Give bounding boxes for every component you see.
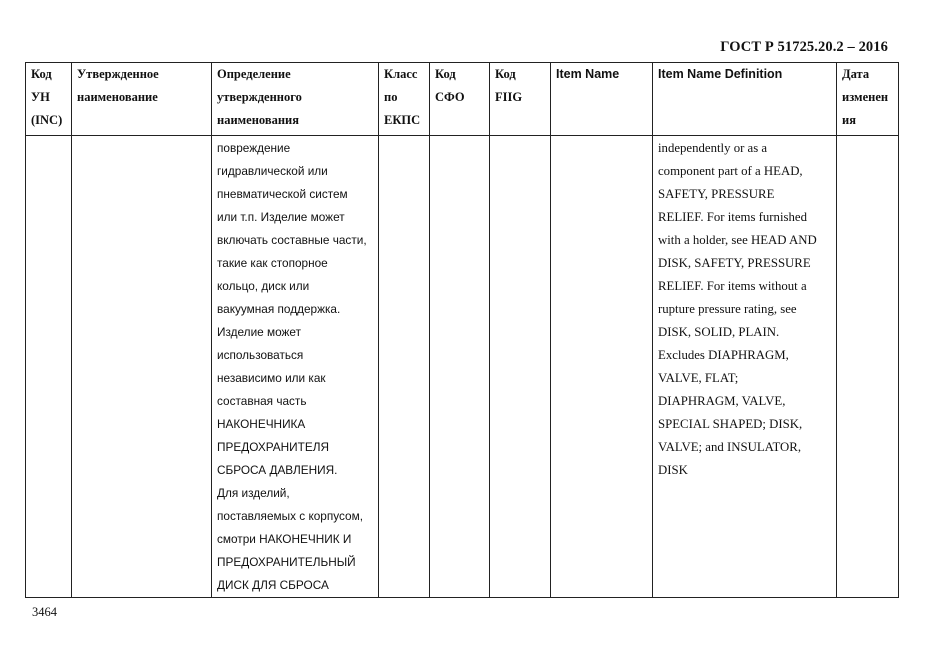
cell-item-name [551,136,653,598]
header-label-line: ия [842,113,856,127]
cell-text-line: кольцо, диск или [217,279,310,293]
header-label-line: УН [31,90,50,104]
table-row [26,136,899,598]
header-label-line: наименование [77,90,158,104]
cell-ekps-class [379,136,430,598]
nomenclature-table [25,62,899,598]
cell-text-line: поставляемых с корпусом, [217,509,363,523]
header-label-line: утвержденного [217,90,302,104]
header-inc-code [26,63,72,136]
header-label-line: по [384,90,398,104]
cell-text-line: независимо или как [217,371,326,385]
cell-text-line: Для изделий, [217,486,290,500]
header-label-line: Код [495,67,516,81]
cell-text-line: Excludes DIAPHRAGM, [658,348,789,362]
header-name-definition [212,63,379,136]
cell-approved-name [72,136,212,598]
header-label-line: Item Name [556,67,620,81]
header-label-line: Определение [217,67,291,81]
cell-text-line: RELIEF. For items without a [658,279,807,293]
header-label-line: изменен [842,90,889,104]
cell-text-line: independently or as a [658,141,768,155]
cell-text-line: with a holder, see HEAD AND [658,233,817,247]
cell-text-line: component part of a HEAD, [658,164,803,178]
page-number: 3464 [32,605,57,619]
cell-text-line: DISK, SOLID, PLAIN. [658,325,780,339]
cell-text-line: НАКОНЕЧНИКА [217,417,306,431]
cell-definition-ru [212,136,379,598]
cell-text-line: RELIEF. For items furnished [658,210,807,224]
cell-change-date [837,136,899,598]
cell-text-line: DISK [658,463,688,477]
header-change-date [837,63,899,136]
cell-text-line: DISK, SAFETY, PRESSURE [658,256,811,270]
cell-text-line: гидравлической или [217,164,328,178]
cell-text-line: SAFETY, PRESSURE [658,187,775,201]
header-label-line: Класс [384,67,418,81]
cell-text-line: или т.п. Изделие может [217,210,345,224]
cell-text-line: ПРЕДОХРАНИТЕЛЯ [217,440,330,454]
cell-sfo-code [430,136,490,598]
header-item-name-definition [653,63,837,136]
cell-text-line: VALVE; and INSULATOR, [658,440,802,454]
cell-text-line: смотри НАКОНЕЧНИК И [217,532,352,546]
cell-text-line: rupture pressure rating, see [658,302,797,316]
cell-text-line: пневматической систем [217,187,348,201]
cell-text-line: вакуумная поддержка. [217,302,341,316]
cell-text-line: Изделие может [217,325,301,339]
cell-text-line: ПРЕДОХРАНИТЕЛЬНЫЙ [217,555,356,569]
cell-text-line: составная часть [217,394,307,408]
header-label-line: СФО [435,90,465,104]
header-fiig-code [490,63,551,136]
header-label-line: FIIG [495,90,523,104]
cell-text-line: использоваться [217,348,304,362]
cell-inc-code [26,136,72,598]
cell-fiig-code [490,136,551,598]
cell-text-line: SPECIAL SHAPED; DISK, [658,417,803,431]
cell-text-line: СБРОСА ДАВЛЕНИЯ. [217,463,338,477]
header-label-line: ЕКПС [384,113,421,127]
header-label-line: Код [31,67,52,81]
cell-text-line: такие как стопорное [217,256,328,270]
header-approved-name [72,63,212,136]
header-label-line: наименования [217,113,300,127]
header-ekps-class [379,63,430,136]
document-code: ГОСТ Р 51725.20.2 – 2016 [720,39,888,55]
header-item-name [551,63,653,136]
header-label-line: Утвержденное [77,67,159,81]
cell-text-line: ДИСК ДЛЯ СБРОСА [217,578,329,592]
table-header-row [26,63,899,136]
header-sfo-code [430,63,490,136]
header-label-line: Код [435,67,456,81]
cell-definition-en [653,136,837,598]
cell-text-line: DIAPHRAGM, VALVE, [658,394,786,408]
header-label-line: (INC) [31,113,63,127]
cell-text-line: повреждение [217,141,291,155]
header-label-line: Дата [842,67,870,81]
cell-text-line: VALVE, FLAT; [658,371,739,385]
header-label-line: Item Name Definition [658,67,783,81]
cell-text-line: включать составные части, [217,233,367,247]
